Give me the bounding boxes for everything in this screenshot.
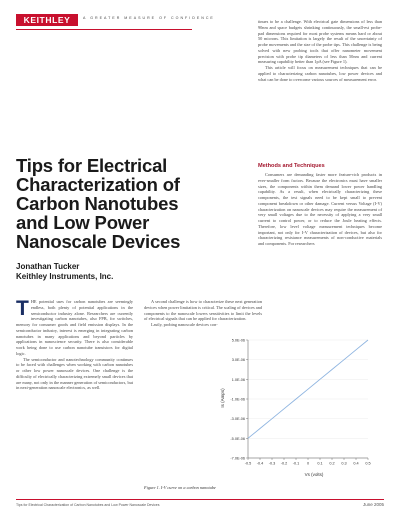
lead-text: HE potential uses for carbon nanotubes are seemingly endless, both plenty of potential applications in the semiconductor industry alone.	[30, 299, 133, 316]
x-tick-label: 0.2	[329, 461, 335, 466]
lead-paragraph	[16, 299, 133, 357]
drop-cap: T	[16, 299, 29, 320]
x-tick-label: 0.3	[341, 461, 347, 466]
author-name: Jonathan Tucker	[16, 262, 80, 271]
paragraph: This article will focus on measurement techniques that can be applied to characterizing carbon nanotubes, low power devices and what can be done to overcome various sources of measurement error.	[258, 65, 382, 82]
footer-title: Tips for Electrical Characterization of Carbon Nanotubes and Low Power Nanoscale Devices	[16, 503, 160, 507]
x-tick-label: -0.1	[292, 461, 300, 466]
y-tick-label: 3.0E-06	[231, 358, 245, 363]
body-column-left	[16, 299, 133, 391]
x-tick-label: 0.5	[365, 461, 371, 466]
paragraph: The semiconductor and nanotechnology community continues to be faced with challenges when working with carbon nanotubes or other low power nanoscale devices. One challenge is the difficulty of electrically characterizing extremely small devices that are many, not only in the manner generation of semiconductors, but in next-generation nanoscale electronics, as well.	[16, 356, 133, 391]
x-tick-label: -0.2	[280, 461, 288, 466]
iv-chart	[144, 328, 380, 484]
x-tick-label: 0	[306, 461, 310, 466]
article-title: Tips for Electrical Characterization of Carbon Nanotubes and Low Power Nanoscale Devices	[16, 155, 181, 252]
paragraph: tinues to be a challenge. With electrical gate dimensions of less than 90nm and space budgets shrinking continuously, the small-est probe-pad dimensions required for most probe systems means hard or about 50 microns. This limitation is largely the result of the uncertainty of probe movements and the size of the probe tips. This challenge is being solved with new probing tools that offer nanometer movement precision with probe tip diameters of less than 50nm and current measuring capability better than 1pA (see Figure 1).	[258, 19, 382, 65]
figure-iv-curve	[144, 328, 380, 484]
x-tick-label: -0.5	[244, 461, 252, 466]
tagline: A GREATER MEASURE OF CONFIDENCE	[83, 16, 215, 20]
paragraph: Lastly, probing nanoscale devices con-	[151, 322, 218, 327]
x-tick-label: -0.3	[268, 461, 276, 466]
x-tick-label: 0.4	[353, 461, 359, 466]
chart-y-label: Is (Amps)	[220, 388, 225, 408]
y-tick-label: 1.0E-06	[231, 377, 245, 382]
body-column-right-bottom	[258, 160, 382, 247]
footer-date: June 2005	[362, 502, 384, 507]
y-tick-label: -7.0E-06	[230, 456, 245, 461]
x-tick-label: -0.4	[256, 461, 264, 466]
body-column-middle	[144, 299, 262, 328]
author-block	[16, 262, 196, 281]
figure-caption: Figure 1. I-V curve on a carbon nanotube	[144, 485, 216, 490]
footer-rule	[16, 499, 384, 500]
author-org: Keithley Instruments, Inc.	[16, 271, 114, 281]
y-tick-label: 5.0E-06	[231, 338, 245, 343]
body-column-right-top	[258, 19, 382, 82]
x-tick-label: 0.1	[317, 461, 323, 466]
paragraph: Consumers are demanding faster more feature-rich products in ever-smaller form factors. Because the electronics must have smaller sizes, the components within them demand lower power handling capability. As a result, when electrically characterizing these components, the test signals need to be kept small to prevent component breakdown or other damage. Current versus Voltage (I-V) characterization on nanoscale devices may require the measurement of very small voltages due to the necessity of applying a very small current to control power, or to reduce the Joule heating effects. Therefore, low level voltage measurement techniques become important, not only for I-V characterization of devices, but also for characterizing resistance measurements of non-conductive materials and components. For researchers	[258, 172, 382, 246]
header-rule	[16, 29, 192, 30]
y-tick-label: -1.0E-06	[230, 397, 245, 402]
paragraph: A second challenge is how to characterize these next generation devices when power limitation is critical. The scaling of devices and components to the nanoscale lowers sensitivities to limit the levels of electrical signals that can be applied for characterization.	[144, 299, 262, 322]
lead-text-rest: Researchers are currently investigating carbon nanotubes, also FPB, for switches, memory for consumer goods and field emission displays. In the semiconductor industry, interest is emerging in integrating carbon nanotubes in many applications and beyond particles by applications in nanoscience security. There is also considerable work being done to use carbon nanotube transistors for digital logic.	[16, 310, 133, 356]
y-tick-label: -5.0E-06	[230, 436, 245, 441]
y-tick-label: -3.0E-06	[230, 417, 245, 422]
chart-x-label: Vs (volts)	[304, 472, 324, 477]
keithley-logo: KEITHLEY	[16, 14, 78, 26]
section-heading: Methods and Techniques	[258, 163, 325, 169]
